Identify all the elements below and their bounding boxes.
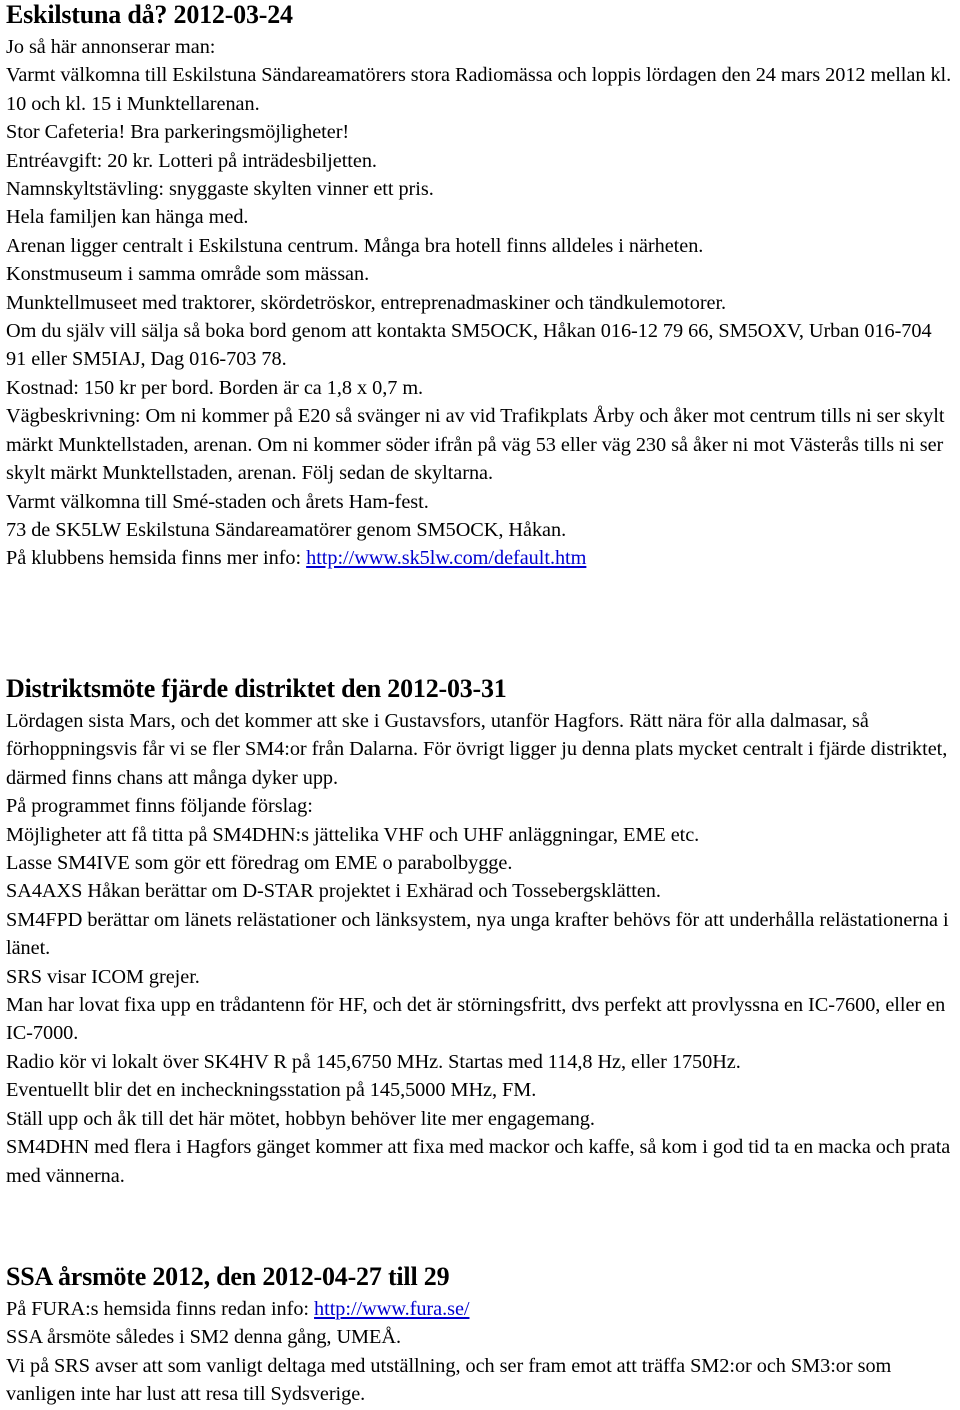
paragraph: Varmt välkomna till Eskilstuna Sändareamatörers stora Radiomässa och loppis lördagen den 24 mars 2012 mellan kl. 10 och kl. 15 i Munktellarenan. [6, 64, 952, 115]
paragraph: På programmet finns följande förslag: [6, 795, 313, 818]
section-distriktsmote [6, 674, 956, 1190]
section-title: Eskilstuna då? 2012-03-24 [6, 0, 293, 29]
paragraph: Entréavgift: 20 kr. Lotteri på inträdesbiljetten. [6, 149, 377, 172]
paragraph: Möjligheter att få titta på SM4DHN:s jättelika VHF och UHF anläggningar, EME etc. [6, 823, 700, 846]
paragraph: Hela familjen kan hänga med. [6, 206, 249, 229]
paragraph: Arenan ligger centralt i Eskilstuna centrum. Många bra hotell finns alldeles i närheten. [6, 234, 704, 257]
paragraph: SA4AXS Håkan berättar om D-STAR projektet i Exhärad och Tossebergsklätten. [6, 880, 661, 903]
paragraph: Jo så här annonserar man: [6, 36, 216, 58]
paragraph: Konstmuseum i samma område som mässan. [6, 263, 370, 286]
link-paragraph [6, 1295, 956, 1323]
paragraph: Varmt välkomna till Smé-staden och årets Ham-fest. [6, 490, 429, 513]
paragraph: Vi på SRS avser att som vanligt deltaga med utställning, och ser fram emot att träffa SM2:or och SM3:or som vanligen inte har lust att resa till Sydsverige. [6, 1354, 892, 1406]
paragraph: Eventuellt blir det en incheckningsstation på 145,5000 MHz, FM. [6, 1079, 537, 1102]
paragraph: Namnskyltstävling: snyggaste skylten vinner ett pris. [6, 178, 434, 201]
section-arsmote [6, 1262, 956, 1409]
paragraph: Munktellmuseet med traktorer, skördetröskor, entreprenadmaskiner och tändkulemotorer. [6, 291, 727, 314]
section-eskilstuna [6, 0, 956, 573]
paragraph: Stor Cafeteria! Bra parkeringsmöjligheter! [6, 121, 350, 144]
paragraph: SM4FPD berättar om länets relästationer och länksystem, nya unga krafter behövs för att underhålla relästationerna i länet. [6, 908, 949, 960]
fura-website-link[interactable]: http://www.fura.se/ [314, 1298, 470, 1320]
link-prefix: På FURA:s hemsida finns redan info: [6, 1298, 315, 1320]
paragraph: Lördagen sista Mars, och det kommer att ske i Gustavsfors, utanför Hagfors. Rätt nära för alla dalmasar, så förhoppningsvis får vi se fler SM4:or från Dalarna. För övrigt ligger ju denna plats mycket centralt i fjärde distriktet, därmed finns chans att många dyker upp. [6, 710, 948, 789]
paragraph: Radio kör vi lokalt över SK4HV R på 145,6750 MHz. Startas med 114,8 Hz, eller 1750Hz. [6, 1050, 741, 1073]
section-title: SSA årsmöte 2012, den 2012-04-27 till 29 [6, 1262, 450, 1291]
paragraph: Lasse SM4IVE som gör ett föredrag om EME o parabolbygge. [6, 852, 513, 875]
paragraph: Man har lovat fixa upp en trådantenn för HF, och det är störningsfritt, dvs perfekt att provlyssna en IC-7600, eller en IC-7000. [6, 994, 946, 1045]
paragraph: Om du själv vill sälja så boka bord genom att kontakta SM5OCK, Håkan 016-12 79 66, SM5OXV, Urban 016-704 91 eller SM5IAJ, Dag 016-703 78. [6, 320, 932, 371]
link-prefix: På klubbens hemsida finns mer info: [6, 547, 307, 570]
section-title: Distriktsmöte fjärde distriktet den 2012-03-31 [6, 674, 507, 703]
paragraph: SSA årsmöte således i SM2 denna gång, UMEÅ. [6, 1326, 401, 1349]
link-paragraph [6, 544, 956, 572]
paragraph: SRS visar ICOM grejer. [6, 965, 200, 988]
club-website-link[interactable]: http://www.sk5lw.com/default.htm [306, 547, 587, 570]
paragraph: SM4DHN med flera i Hagfors gänget kommer att fixa med mackor och kaffe, så kom i god tid ta en macka och prata med vännerna. [6, 1136, 951, 1187]
paragraph: 73 de SK5LW Eskilstuna Sändareamatörer genom SM5OCK, Håkan. [6, 518, 567, 541]
paragraph: Ställ upp och åk till det här mötet, hobbyn behöver lite mer engagemang. [6, 1107, 595, 1130]
paragraph: Vägbeskrivning: Om ni kommer på E20 så svänger ni av vid Trafikplats Årby och åker mot centrum tills ni ser skylt märkt Munktellstaden, arenan. Om ni kommer söder ifrån på väg 53 eller väg 230 så åker ni mot Västerås tills ni ser skylt märkt Munktellstaden, arenan. Följ sedan de skyltarna. [6, 405, 945, 485]
paragraph: Kostnad: 150 kr per bord. Borden är ca 1,8 x 0,7 m. [6, 376, 424, 399]
